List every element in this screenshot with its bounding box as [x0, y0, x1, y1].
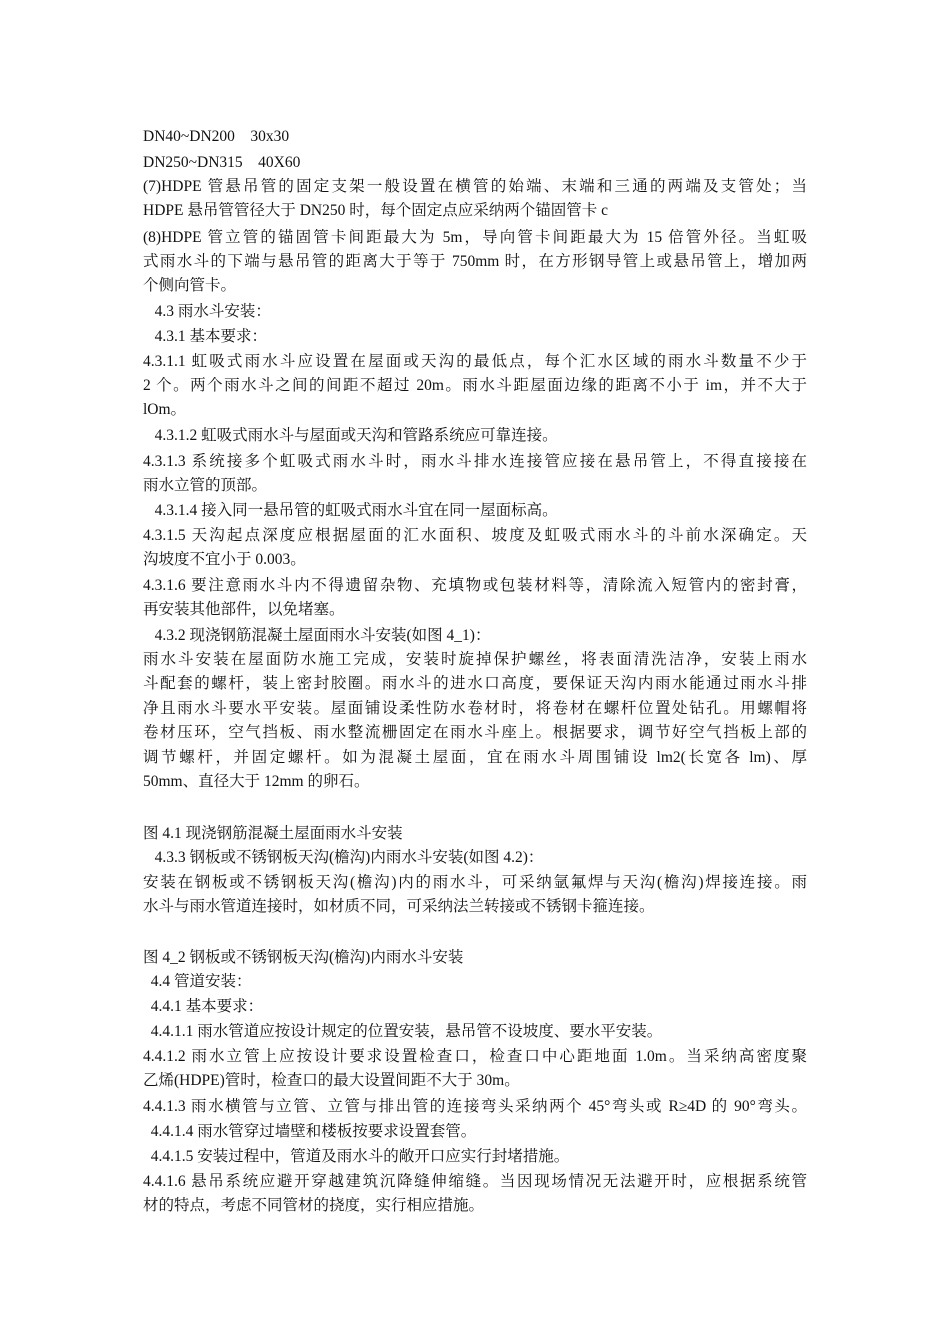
text-line-41: 4.4.1.6 悬吊系统应避开穿越建筑沉降缝伸缩缝。当因现场情况无法避开时，应根据系统管 [143, 1173, 807, 1190]
text-line-31: 水斗与雨水管道连接时，如材质不同，可采纳法兰转接或不锈钢卡箍连接。 [143, 898, 655, 915]
section-heading-4-3-2: 4.3.2 现浇钢筋混凝土屋面雨水斗安装(如图 4_1)： [143, 627, 491, 644]
text-line-35: 4.4.1.1 雨水管道应按设计规定的位置安装，悬吊管不设坡度、要水平安装。 [143, 1023, 663, 1040]
figure-caption-4-1: 图 4.1 现浇钢筋混凝土屋面雨水斗安装 [143, 825, 403, 842]
text-line-7: 个侧向管卡。 [143, 277, 237, 294]
text-line-24: 净且雨水斗要水平安装。屋面铺设柔性防水卷材时，将卷材在螺杆位置处钻孔。用螺帽将 [143, 700, 807, 717]
section-heading-4-3-3: 4.3.3 钢板或不锈钢板天沟(檐沟)内雨水斗安装(如图 4.2)： [143, 849, 544, 866]
text-line-5: (8)HDPE 管立管的锚固管卡间距最大为 5m，导向管卡间距最大为 15 倍管外径。当虹吸 [143, 229, 807, 246]
text-line-2: DN250~DN315 40X60 [143, 154, 301, 171]
text-line-25: 卷材压环，空气挡板、雨水整流栅固定在雨水斗座上。根据要求，调节好空气挡板上部的 [143, 724, 807, 741]
text-line-15: 雨水立管的顶部。 [143, 477, 268, 494]
text-line-22: 雨水斗安装在屋面防水施工完成，安装时旋掉保护螺丝，将表面清洗洁净，安装上雨水 [143, 651, 807, 668]
text-line-26: 调节螺杆，并固定螺杆。如为混凝土屋面，宜在雨水斗周围铺设 lm2(长宽各 lm)、厚 [143, 749, 807, 766]
text-line-16: 4.3.1.4 接入同一悬吊管的虹吸式雨水斗宜在同一屋面标高。 [143, 502, 558, 519]
text-line-30: 安装在钢板或不锈钢板天沟(檐沟)内的雨水斗，可采纳氩氟焊与天沟(檐沟)焊接连接。雨 [143, 874, 807, 891]
text-line-39: 4.4.1.4 雨水管穿过墙壁和楼板按要求设置套管。 [143, 1123, 477, 1140]
text-line-14: 4.3.1.3 系统接多个虹吸式雨水斗时，雨水斗排水连接管应接在悬吊管上，不得直接接在 [143, 453, 807, 470]
text-line-36: 4.4.1.2 雨水立管上应按设计要求设置检查口，检查口中心距地面 1.0m。当采纳高密度聚 [143, 1048, 807, 1065]
figure-caption-4-2: 图 4_2 钢板或不锈钢板天沟(檐沟)内雨水斗安装 [143, 949, 464, 966]
text-line-27: 50mm、直径大于 12mm 的卵石。 [143, 773, 370, 790]
section-heading-4-3-1: 4.3.1 基本要求： [143, 328, 268, 345]
text-line-42: 材的特点，考虑不同管材的挠度，实行相应措施。 [143, 1197, 485, 1214]
text-line-17: 4.3.1.5 天沟起点深度应根据屋面的汇水面积、坡度及虹吸式雨水斗的斗前水深确定。天 [143, 527, 807, 544]
text-line-10: 4.3.1.1 虹吸式雨水斗应设置在屋面或天沟的最低点，每个汇水区域的雨水斗数量不少于 [143, 353, 807, 370]
text-line-4: HDPE 悬吊管管径大于 DN250 时，每个固定点应采纳两个锚固管卡 c [143, 202, 608, 219]
section-heading-4-4-1: 4.4.1 基本要求： [143, 998, 264, 1015]
text-line-3: (7)HDPE 管悬吊管的固定支架一般设置在横管的始端、末端和三通的两端及支管处；当 [143, 178, 807, 195]
text-line-19: 4.3.1.6 要注意雨水斗内不得遗留杂物、充填物或包装材料等，清除流入短管内的密封膏， [143, 577, 807, 594]
text-line-38: 4.4.1.3 雨水横管与立管、立管与排出管的连接弯头采纳两个 45°弯头或 R≥4D 的 90°弯头。 [143, 1098, 807, 1115]
section-heading-4-3: 4.3 雨水斗安装： [143, 303, 271, 320]
text-line-23: 斗配套的螺杆，装上密封胶圈。雨水斗的进水口高度，要保证天沟内雨水能通过雨水斗排 [143, 675, 807, 692]
text-line-12: lOm。 [143, 401, 187, 418]
text-line-40: 4.4.1.5 安装过程中，管道及雨水斗的敞开口应实行封堵措施。 [143, 1148, 570, 1165]
section-heading-4-4: 4.4 管道安装： [143, 973, 252, 990]
text-line-37: 乙烯(HDPE)管时，检查口的最大设置间距不大于 30m。 [143, 1072, 520, 1089]
text-line-13: 4.3.1.2 虹吸式雨水斗与屋面或天沟和管路系统应可靠连接。 [143, 427, 558, 444]
text-line-18: 沟坡度不宜小于 0.003。 [143, 551, 306, 568]
text-line-11: 2 个。两个雨水斗之间的间距不超过 20m。雨水斗距屋面边缘的距离不小于 im，并不大于 [143, 377, 807, 394]
text-line-6: 式雨水斗的下端与悬吊管的距离大于等于 750mm 时，在方形钢导管上或悬吊管上，增加两 [143, 253, 807, 270]
text-line-1: DN40~DN200 30x30 [143, 128, 290, 145]
text-line-20: 再安装其他部件，以免堵塞。 [143, 601, 345, 618]
